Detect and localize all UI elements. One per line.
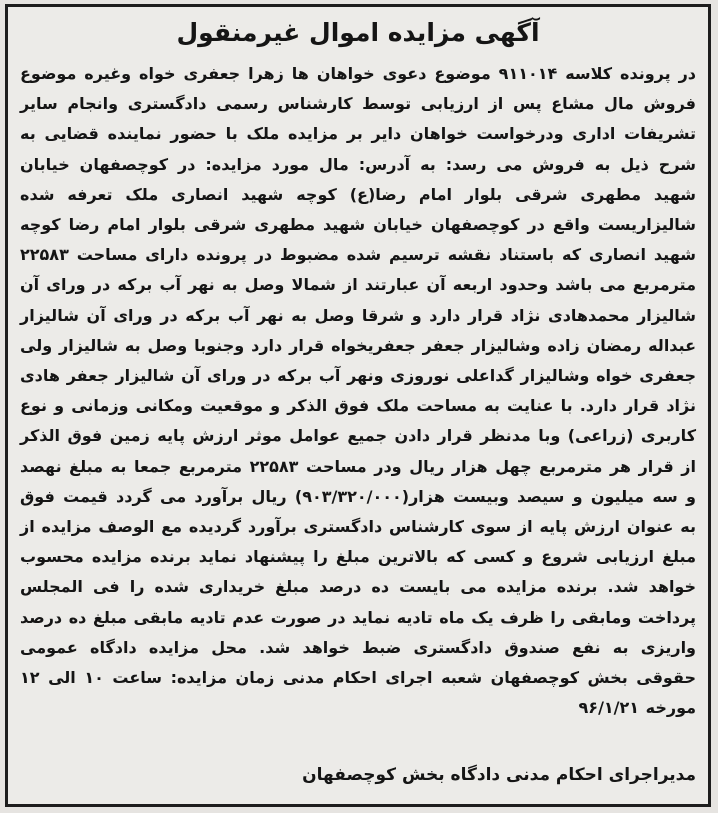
notice-signature: مدیراجرای احکام مدنی دادگاه بخش کوچصفهان <box>302 765 696 785</box>
notice-body: در پرونده کلاسه ۹۱۱۰۱۴ موضوع دعوی خواهان ها زهرا جعفری خواه وغیره موضوع فروش مال مشاع پس از ارزیابی توسط کارشناس رسمی دادگستری وانجام سایر تشریفات اداری ودرخواست خواهان دایر بر مزایده ملک با حضور نماینده قضایی به شرح ذیل به فروش می رسد: به آدرس: مال مورد مزایده: در کوچصفهان خیابان شهید مطهری شرقی بلوار امام رضا(ع) کوچه شهید انصاری ملک تعرفه شده شالیزاریست واقع در کوچصفهان خیابان شهید مطهری شرقی بلوار امام رضا کوچه شهید انصاری که باستناد نقشه ترسیم شده مضبوط در پرونده دارای مساحت ۲۲۵۸۳ مترمربع می باشد وحدود اربعه آن عبارتند از شمالا وصل به نهر آب برکه در ورای آن شالیزار محمدهادی نژاد قرار دارد و شرقا وصل به نهر آب برکه در ورای آن شالیزار عبداله رمضان زاده وشالیزار جعفر جعفریخواه قرار دارد وجنوبا وصل به شالیزار ولی جعفری خواه وشالیزار گداعلی نوروزی ونهر آب برکه در ورای آن شالیزار جعفر هادی نژاد قرار دارد. با عنایت به مساحت ملک فوق الذکر و موقعیت ومکانی وزمانی و نوع کاربری (زراعی) وبا مدنظر قرار دادن جمیع عوامل موثر ارزش پایه زمین فوق الذکر از قرار هر مترمربع چهل هزار ریال ودر مساحت ۲۲۵۸۳ مترمربع جمعا به مبلغ نهصد و سه میلیون و سیصد وبیست هزار(۹۰۳/۳۲۰/۰۰۰) ریال برآورد می گردد قیمت فوق به عنوان ارزش پایه از سوی کارشناس دادگستری برآورد گردیده مع الوصف مزایده از مبلغ ارزیابی شروع و کسی که بالاترین مبلغ را پیشنهاد نماید برنده مزایده محسوب خواهد شد. برنده مزایده می بایست ده درصد مبلغ خریداری شده را فی المجلس پرداخت ومابقی را ظرف یک ماه تادیه نماید در صورت عدم تادیه مابقی مبلغ ده درصد واریزی به نفع صندوق دادگستری ضبط خواهد شد. محل مزایده دادگاه عمومی حقوقی بخش کوچصفهان شعبه اجرای احکام مدنی زمان مزایده: ساعت ۱۰ الی ۱۲ مورخه ۹۶/۱/۲۱ <box>20 64 697 718</box>
auction-notice <box>5 4 711 807</box>
notice-title: آگهی مزایده اموال غیرمنقول <box>176 18 540 47</box>
